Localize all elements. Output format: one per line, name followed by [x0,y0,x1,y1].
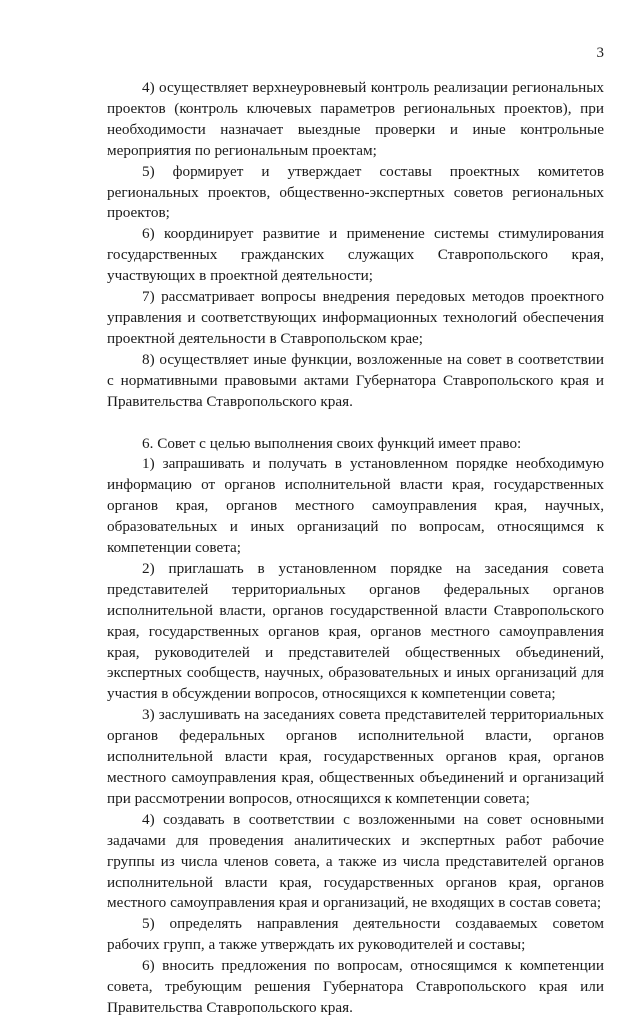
document-body [107,78,604,1019]
section-heading: 6. Совет с целью выполнения своих функций имеет право: [142,434,522,452]
paragraph: 1) запрашивать и получать в установленном порядке необходимую информацию от органов исполнительной власти края, государственных органов края, органов местного самоуправления края, научных, образовательных и иных организаций по вопросам, относящимся к компетенции совета; [107,455,604,557]
paragraph: 8) осуществляет иные функции, возложенные на совет в соответствии с нормативными правовыми актами Губернатора Ставропольского края и Правительства Ставропольского края. [107,350,604,410]
paragraph: 7) рассматривает вопросы внедрения передовых методов проектного управления и соответствующих информационных технологий обеспечения проектной деятельности в Ставропольском крае; [107,288,604,347]
paragraph: 4) создавать в соответствии с возложенными на совет основными задачами для проведения аналитических и экспертных работ рабочие группы из числа членов совета, а также из числа представителей органов исполнительной власти края, государственных органов края, органов местного самоуправления края и организаций, не входящих в состав совета; [107,810,604,912]
paragraph: 5) формирует и утверждает составы проектных комитетов региональных проектов, общественно-экспертных советов региональных проектов; [107,162,604,222]
paragraph: 6) вносить предложения по вопросам, относящимся к компетенции совета, требующим решения Губернатора Ставропольского края или Правительства Ставропольского края. [107,957,604,1016]
paragraph: 6) координирует развитие и применение системы стимулирования государственных гражданских служащих Ставропольского края, участвующих в проектной деятельности; [107,225,604,285]
paragraph: 2) приглашать в установленном порядке на заседания совета представителей территориальных органов федеральных органов исполнительной власти, органов государственной власти Ставропольского края, государственных органов края, органов местного самоуправления края, руководителей и представителей общественных объединений, экспертных сообществ, научных, образовательных и иных организаций для участия в обсуждении вопросов, относящихся к компетенции совета; [107,559,604,703]
paragraph: 4) осуществляет верхнеуровневый контроль реализации региональных проектов (контроль ключевых параметров региональных проектов), при необходимости назначает выездные проверки и иные контрольные мероприятия по региональным проектам; [107,79,604,159]
paragraph: 3) заслушивать на заседаниях совета представителей территориальных органов федеральных органов исполнительной власти, органов исполнительной власти края, государственных органов края, органов местного самоуправления края, общественных объединений и организаций при рассмотрении вопросов, относящихся к компетенции совета; [107,706,604,807]
page-number: 3 [596,45,604,61]
paragraph: 5) определять направления деятельности создаваемых советом рабочих групп, а также утверждать их руководителей и составы; [107,915,604,954]
